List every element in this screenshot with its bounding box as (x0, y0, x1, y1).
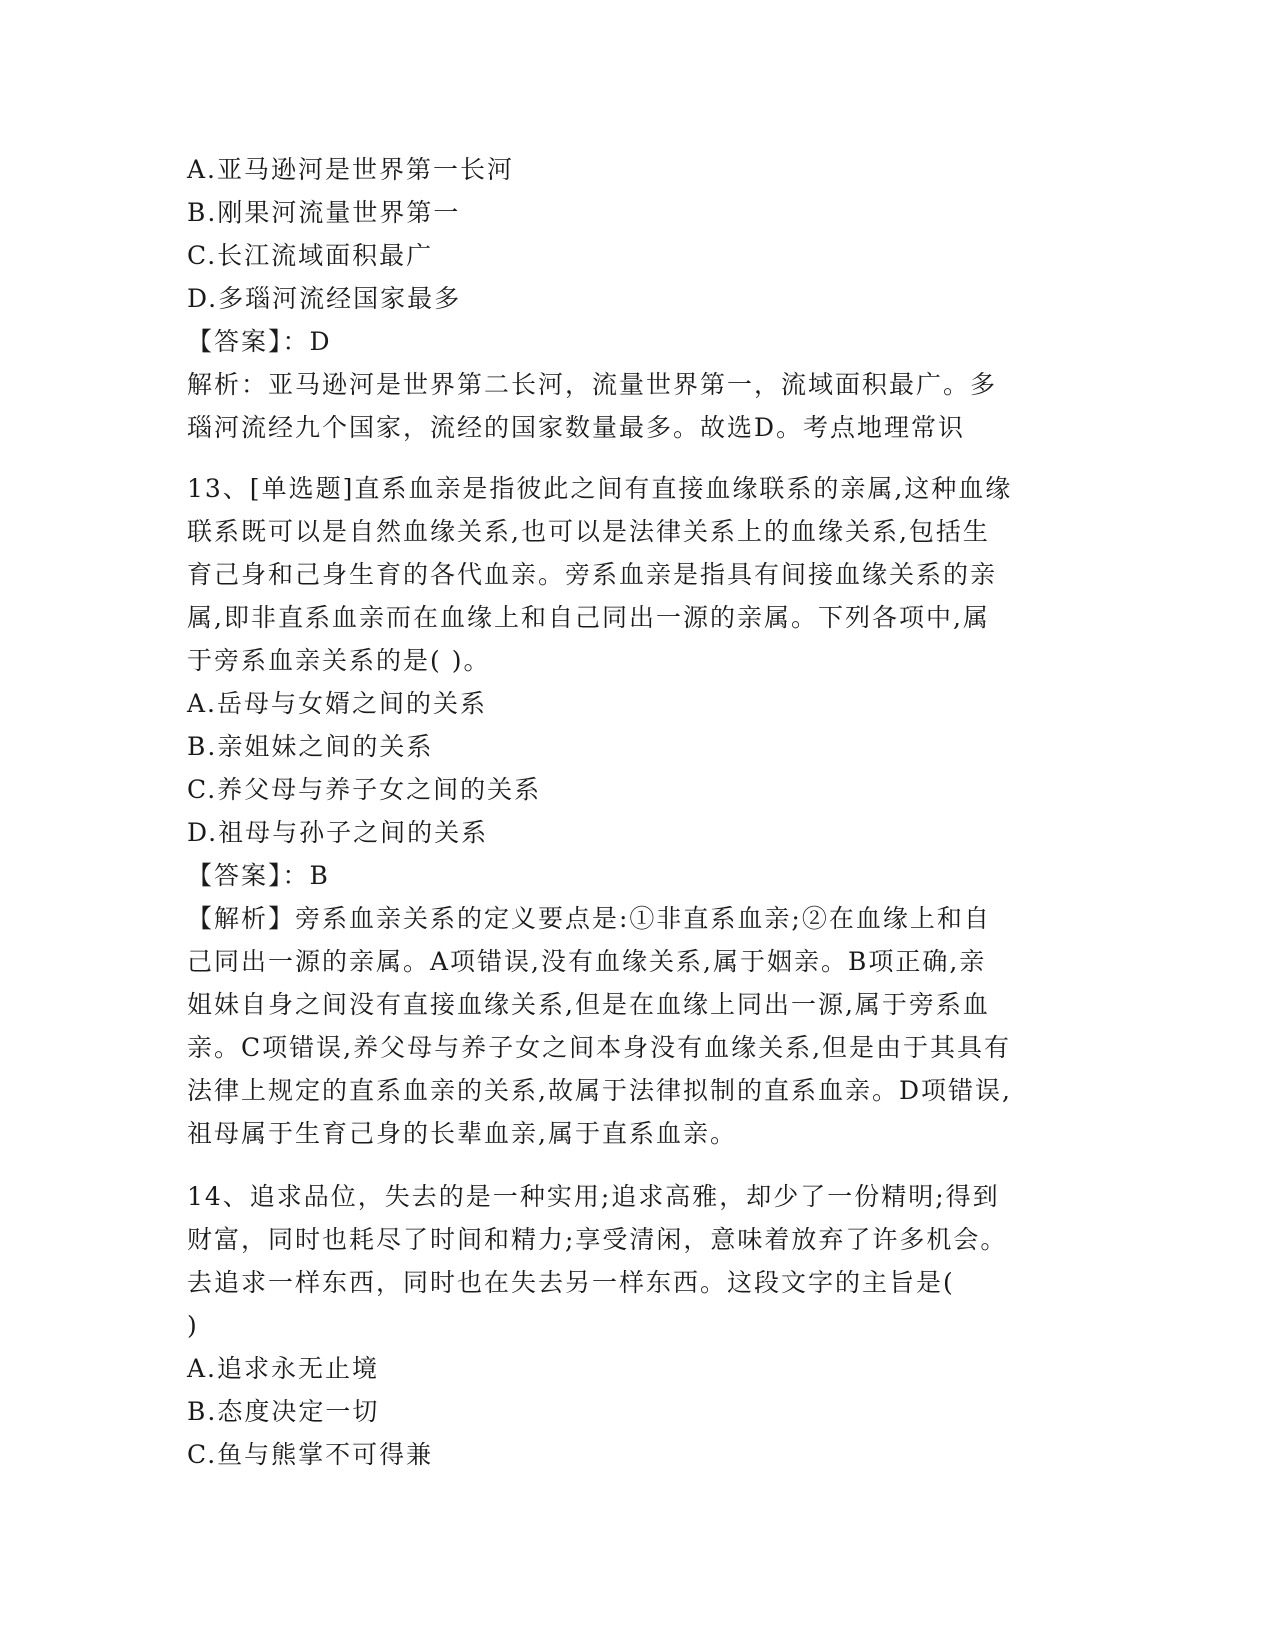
option-b: B.亲姐妹之间的关系 (187, 732, 434, 761)
option-c: C.养父母与养子女之间的关系 (187, 775, 542, 804)
stem-line: 14、追求品位，失去的是一种实用;追求高雅，却少了一份精明;得到 (187, 1182, 1000, 1211)
analysis-line: 祖母属于生育己身的长辈血亲,属于直系血亲。 (187, 1119, 737, 1148)
option-a: A.追求永无止境 (187, 1354, 380, 1383)
option-b: B.态度决定一切 (187, 1397, 380, 1426)
stem-line: 财富，同时也耗尽了时间和精力;享受清闲，意味着放弃了许多机会。 (187, 1225, 1008, 1254)
analysis-line: 姐妹自身之间没有直接血缘关系,但是在血缘上同出一源,属于旁系血 (187, 990, 990, 1019)
spacer (187, 449, 1087, 467)
option-a: A.岳母与女婿之间的关系 (187, 689, 488, 718)
analysis-line: 解析：亚马逊河是世界第二长河，流量世界第一，流域面积最广。多 (187, 370, 998, 399)
analysis-line: 法律上规定的直系血亲的关系,故属于法律拟制的直系血亲。D项错误, (187, 1076, 1012, 1105)
question-13-stem (187, 467, 1087, 682)
option-a: A.亚马逊河是世界第一长河 (187, 155, 515, 184)
analysis-line: 己同出一源的亲属。A项错误,没有血缘关系,属于姻亲。B项正确,亲 (187, 947, 987, 976)
analysis-line: 【解析】旁系血亲关系的定义要点是:①非直系血亲;②在血缘上和自 (187, 904, 991, 933)
option-d: D.祖母与孙子之间的关系 (187, 818, 489, 847)
stem-line: 13、[单选题]直系血亲是指彼此之间有直接血缘联系的亲属,这种血缘 (187, 474, 1013, 503)
question-13-answer: 【答案】：B (187, 861, 330, 890)
question-13-analysis (187, 897, 1087, 1155)
spacer (187, 1155, 1087, 1175)
question-12-analysis (187, 363, 1087, 449)
analysis-line: 亲。C项错误,养父母与养子女之间本身没有血缘关系,但是由于其具有 (187, 1033, 1012, 1062)
option-d: D.多瑙河流经国家最多 (187, 284, 462, 313)
option-c: C.鱼与熊掌不可得兼 (187, 1440, 434, 1469)
question-14-stem (187, 1175, 1087, 1347)
stem-line: ) (187, 1311, 199, 1340)
document-content (187, 148, 1087, 1476)
question-12-options (187, 148, 1087, 320)
option-c: C.长江流域面积最广 (187, 241, 434, 270)
stem-line: 育己身和己身生育的各代血亲。旁系血亲是指具有间接血缘关系的亲 (187, 560, 998, 589)
analysis-line: 瑙河流经九个国家，流经的国家数量最多。故选D。考点地理常识 (187, 413, 966, 442)
question-14-options (187, 1347, 1087, 1476)
option-b: B.刚果河流量世界第一 (187, 198, 461, 227)
question-13-options (187, 682, 1087, 854)
stem-line: 联系既可以是自然血缘关系,也可以是法律关系上的血缘关系,包括生 (187, 517, 990, 546)
question-12-answer: 【答案】：D (187, 327, 332, 356)
stem-line: 于旁系血亲关系的是( )。 (187, 646, 491, 675)
stem-line: 属,即非直系血亲而在血缘上和自己同出一源的亲属。下列各项中,属 (187, 603, 990, 632)
stem-line: 去追求一样东西，同时也在失去另一样东西。这段文字的主旨是( (187, 1268, 955, 1297)
